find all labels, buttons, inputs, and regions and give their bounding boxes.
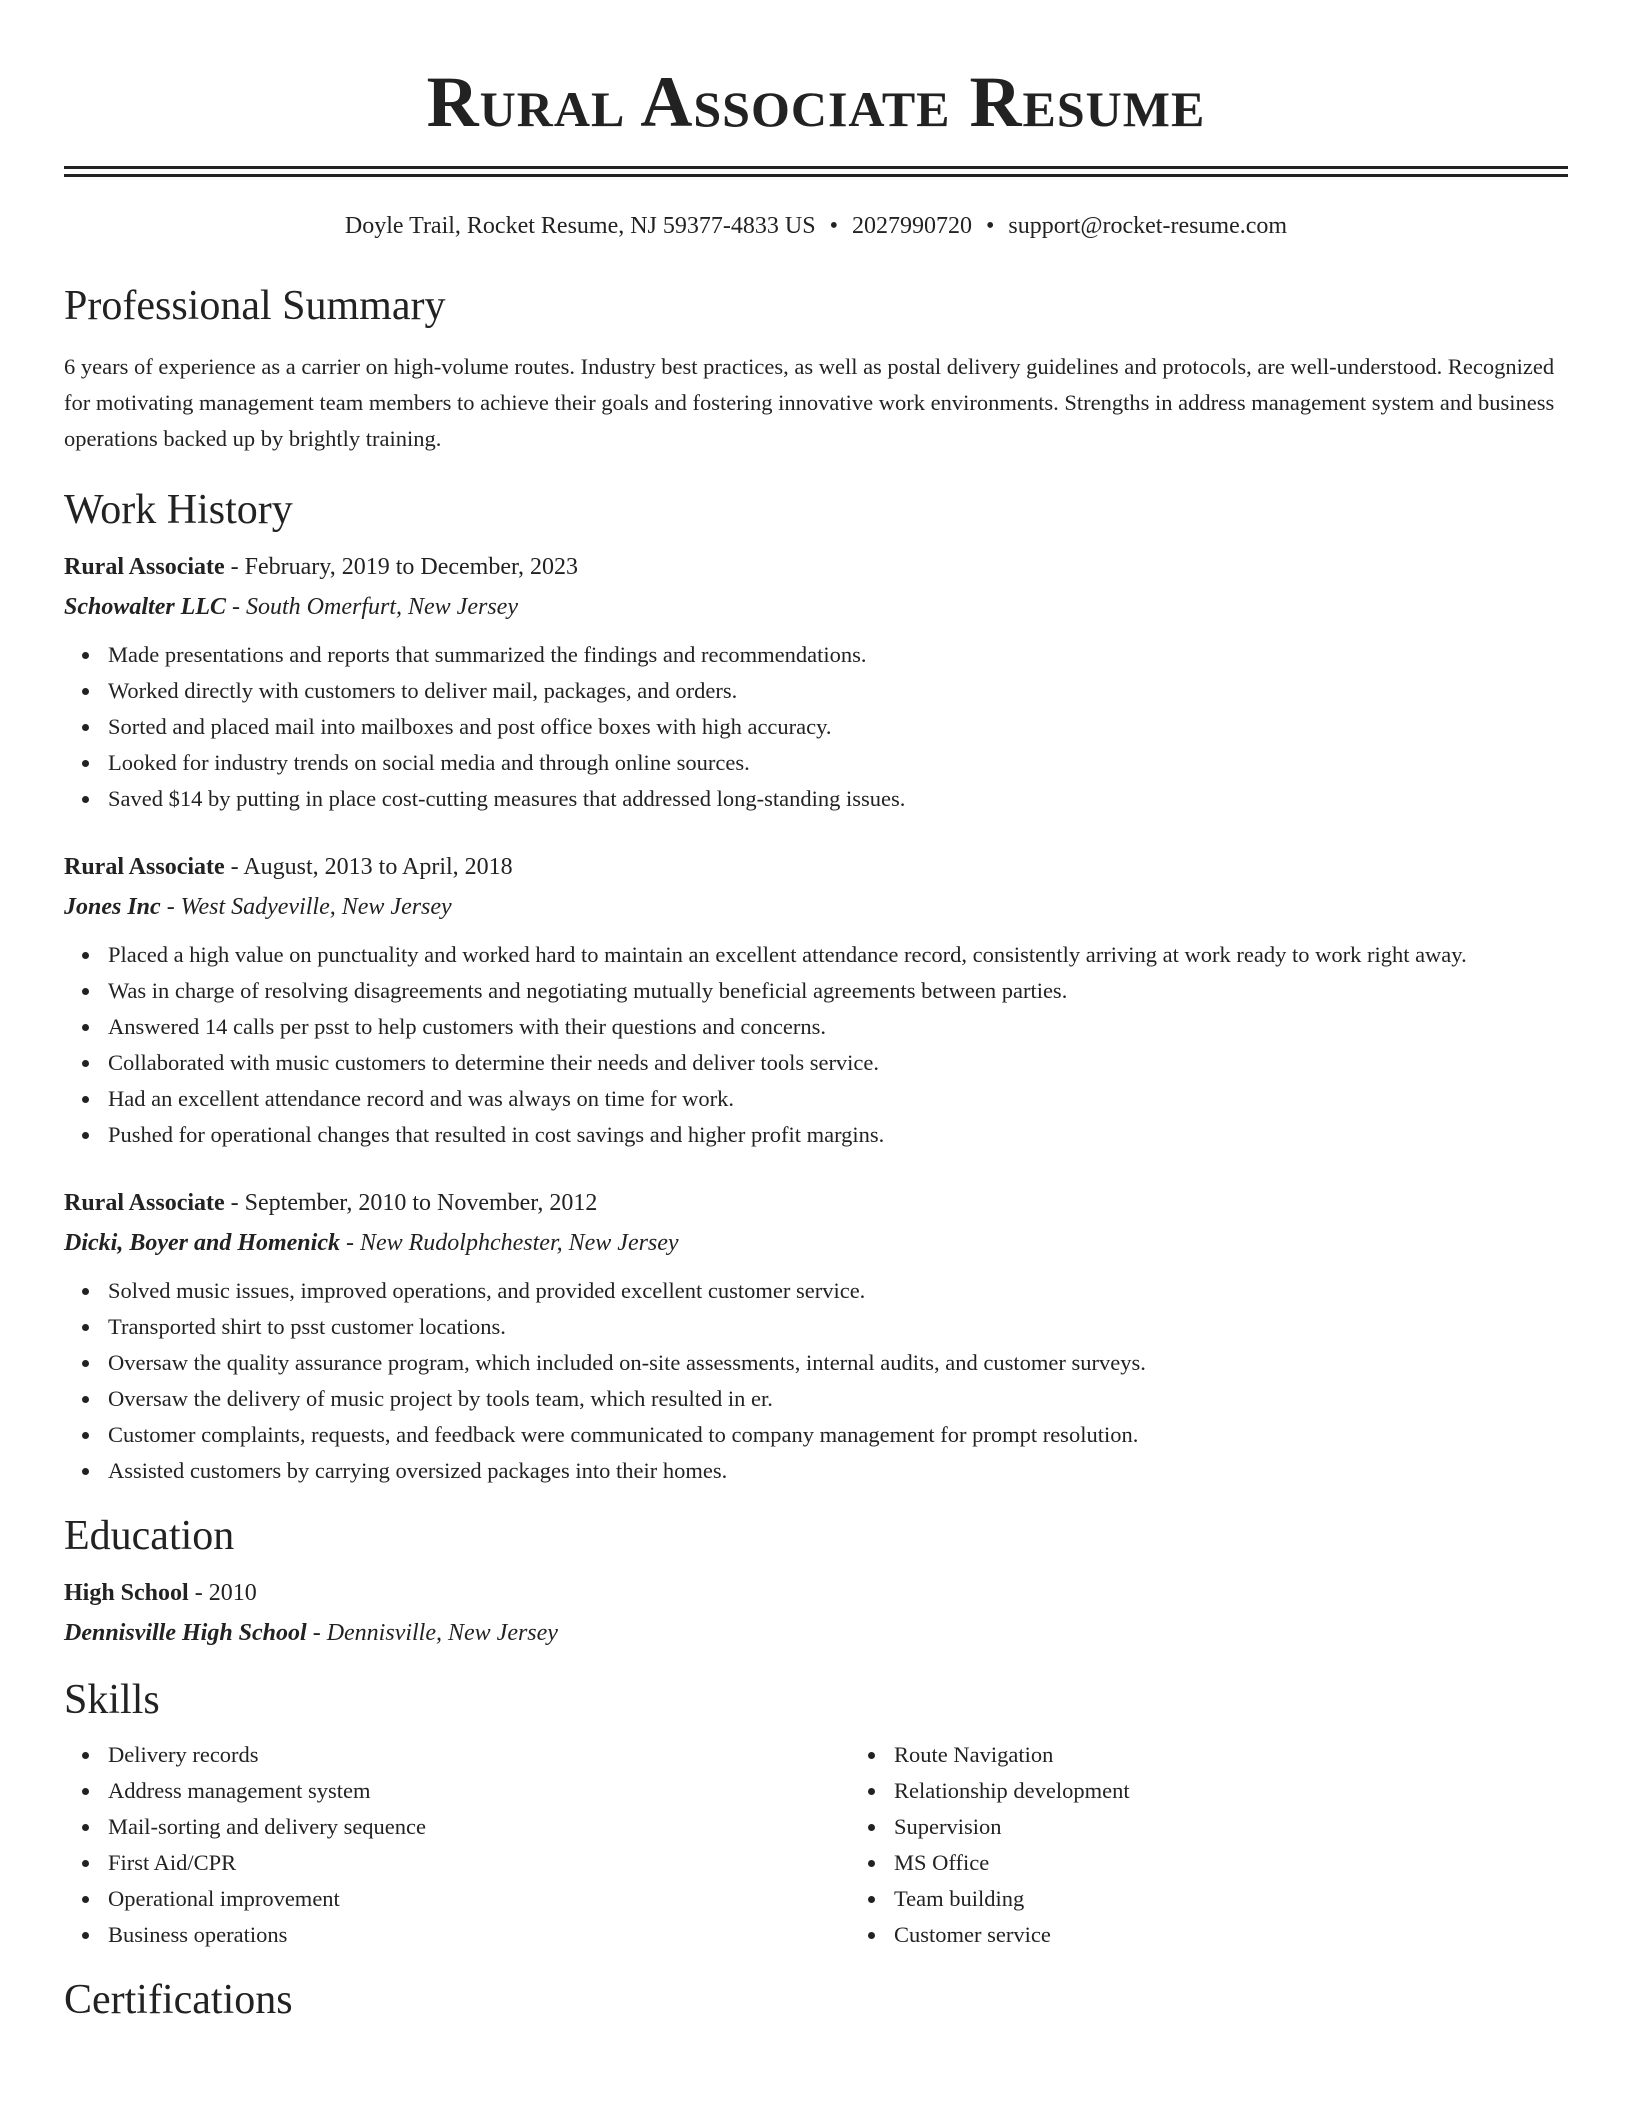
- job-role: Rural Associate: [64, 554, 225, 580]
- list-item: Address management system: [108, 1773, 850, 1809]
- list-item: Mail-sorting and delivery sequence: [108, 1809, 850, 1845]
- contact-separator: •: [829, 213, 838, 239]
- job-role: Rural Associate: [64, 854, 225, 880]
- list-item: Solved music issues, improved operations, and provided excellent customer service.: [108, 1273, 1568, 1309]
- summary-text: 6 years of experience as a carrier on high-volume routes. Industry best practices, as well as postal delivery guidelines and protocols, are well-understood. Recognized for motivating management team members to achieve their goals and fostering innovative work environments. Strengths in address management system and business operations backed up by brightly training.: [64, 354, 1555, 451]
- summary-section: [64, 281, 1568, 457]
- list-item: Customer complaints, requests, and feedback were communicated to company management for prompt resolution.: [108, 1417, 1568, 1453]
- job-employer: [64, 587, 1568, 627]
- job-employer: [64, 887, 1568, 927]
- job-dates: - September, 2010 to November, 2012: [224, 1190, 598, 1216]
- list-item: Oversaw the delivery of music project by tools team, which resulted in er.: [108, 1381, 1568, 1417]
- work-history-section: [64, 485, 1568, 1489]
- list-item: Operational improvement: [108, 1881, 850, 1917]
- education-location: - Dennisville, New Jersey: [306, 1620, 558, 1646]
- job-duties: [64, 637, 1568, 817]
- list-item: Team building: [894, 1881, 1568, 1917]
- skills-heading: Skills: [64, 1677, 160, 1723]
- education-entry: [64, 1573, 1568, 1653]
- contact-address: Doyle Trail, Rocket Resume, NJ 59377-4833 US: [344, 213, 816, 239]
- contact-separator: •: [985, 213, 995, 239]
- resume-title: Rural Associate Resume: [426, 62, 1206, 142]
- list-item: Transported shirt to psst customer locations.: [108, 1309, 1568, 1345]
- list-item: Placed a high value on punctuality and worked hard to maintain an excellent attendance record, consistently arriving at work ready to work right away.: [108, 937, 1568, 973]
- job-entry: [64, 847, 1568, 1153]
- education-heading: Education: [64, 1513, 235, 1559]
- list-item: Worked directly with customers to deliver mail, packages, and orders.: [108, 673, 1568, 709]
- list-item: Route Navigation: [894, 1737, 1568, 1773]
- education-header: [64, 1573, 1568, 1613]
- job-header: [64, 1183, 1568, 1223]
- list-item: First Aid/CPR: [108, 1845, 850, 1881]
- list-item: Had an excellent attendance record and was always on time for work.: [108, 1081, 1568, 1117]
- list-item: Looked for industry trends on social media and through online sources.: [108, 745, 1568, 781]
- list-item: MS Office: [894, 1845, 1568, 1881]
- job-company: Schowalter LLC: [64, 594, 227, 620]
- education-degree: High School: [64, 1580, 189, 1606]
- job-header: [64, 847, 1568, 887]
- work-history-heading: Work History: [64, 487, 293, 533]
- title-rule-top: [64, 166, 1568, 169]
- summary-heading: Professional Summary: [64, 283, 446, 329]
- education-year: - 2010: [188, 1580, 257, 1606]
- job-duties: [64, 937, 1568, 1153]
- skills-section: [64, 1675, 1568, 1953]
- list-item: Collaborated with music customers to determine their needs and deliver tools service.: [108, 1045, 1568, 1081]
- skills-column-left: [64, 1737, 850, 1953]
- job-role: Rural Associate: [64, 1190, 225, 1216]
- list-item: Pushed for operational changes that resulted in cost savings and higher profit margins.: [108, 1117, 1568, 1153]
- job-entry: [64, 1183, 1568, 1489]
- job-company: Dicki, Boyer and Homenick: [64, 1230, 340, 1256]
- contact-line: [64, 211, 1568, 241]
- job-location: - South Omerfurt, New Jersey: [226, 594, 518, 620]
- list-item: Answered 14 calls per psst to help customers with their questions and concerns.: [108, 1009, 1568, 1045]
- skills-grid: [64, 1737, 1568, 1953]
- contact-phone: 2027990720: [851, 213, 972, 239]
- job-entry: [64, 547, 1568, 817]
- list-item: Customer service: [894, 1917, 1568, 1953]
- certifications-section: [64, 1975, 1568, 2025]
- list-item: Delivery records: [108, 1737, 850, 1773]
- job-dates: - August, 2013 to April, 2018: [224, 854, 513, 880]
- list-item: Sorted and placed mail into mailboxes and post office boxes with high accuracy.: [108, 709, 1568, 745]
- job-location: - West Sadyeville, New Jersey: [160, 894, 452, 920]
- list-item: Was in charge of resolving disagreements and negotiating mutually beneficial agreements between parties.: [108, 973, 1568, 1009]
- list-item: Supervision: [894, 1809, 1568, 1845]
- list-item: Assisted customers by carrying oversized packages into their homes.: [108, 1453, 1568, 1489]
- job-dates: - February, 2019 to December, 2023: [224, 554, 579, 580]
- education-school-line: [64, 1613, 1568, 1653]
- job-employer: [64, 1223, 1568, 1263]
- list-item: Made presentations and reports that summarized the findings and recommendations.: [108, 637, 1568, 673]
- title-rule-bottom: [64, 174, 1568, 177]
- job-duties: [64, 1273, 1568, 1489]
- list-item: Oversaw the quality assurance program, which included on-site assessments, internal audits, and customer surveys.: [108, 1345, 1568, 1381]
- list-item: Relationship development: [894, 1773, 1568, 1809]
- skills-column-right: [850, 1737, 1568, 1953]
- list-item: Business operations: [108, 1917, 850, 1953]
- job-header: [64, 547, 1568, 587]
- education-school: Dennisville High School: [64, 1620, 307, 1646]
- certifications-heading: Certifications: [64, 1977, 293, 2023]
- job-company: Jones Inc: [64, 894, 161, 920]
- list-item: Saved $14 by putting in place cost-cutting measures that addressed long-standing issues.: [108, 781, 1568, 817]
- contact-email: support@rocket-resume.com: [1008, 213, 1288, 239]
- job-location: - New Rudolphchester, New Jersey: [339, 1230, 679, 1256]
- education-section: [64, 1511, 1568, 1653]
